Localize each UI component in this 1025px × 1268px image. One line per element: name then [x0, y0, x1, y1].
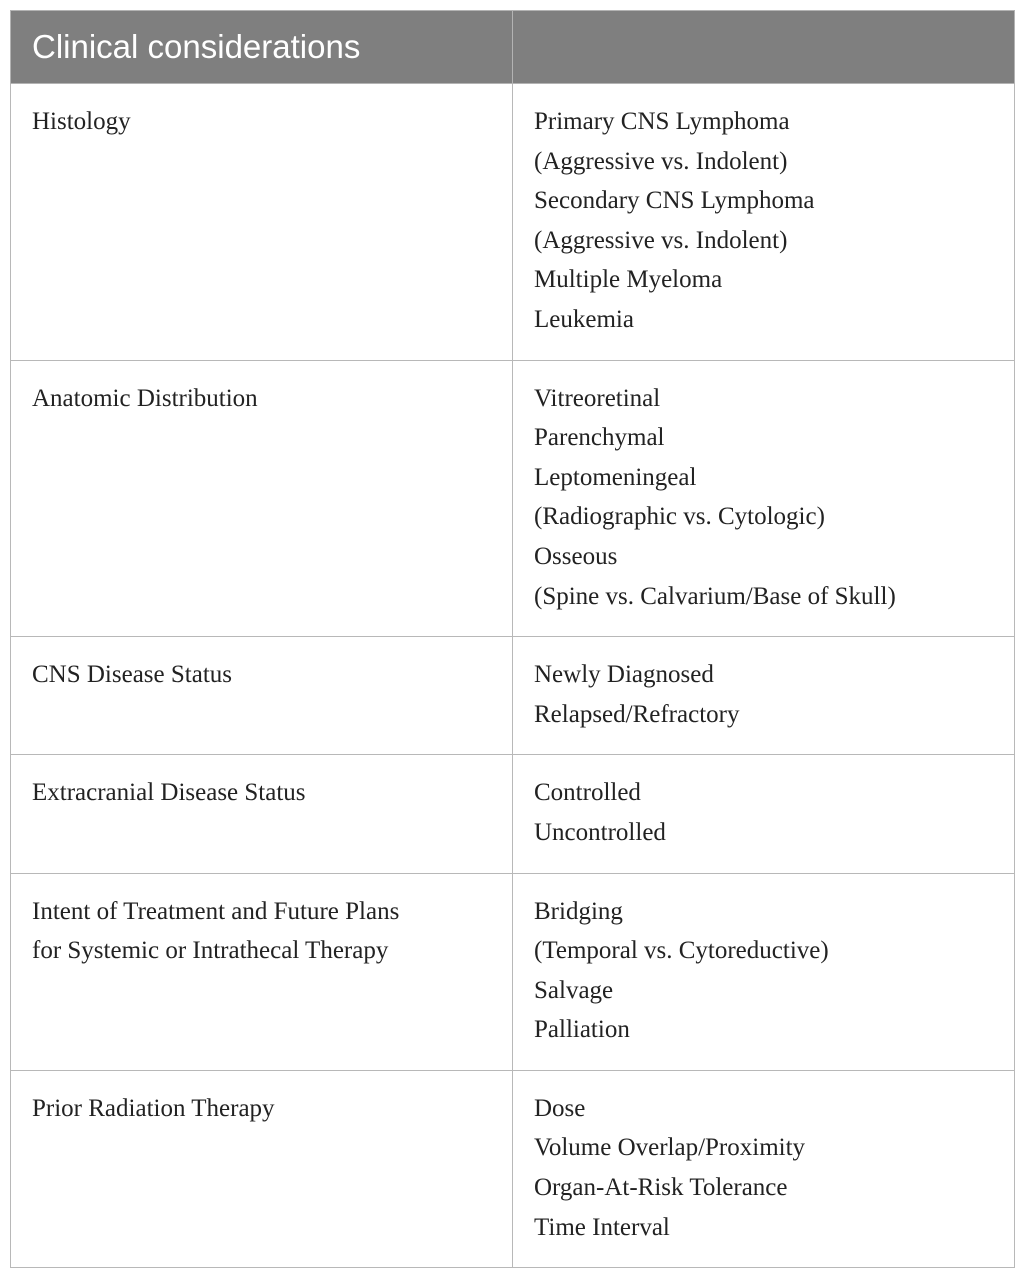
consideration-cell — [11, 1070, 513, 1267]
detail-line: Newly Diagnosed — [534, 661, 714, 689]
consideration-cell — [11, 755, 513, 873]
detail-line: Time Interval — [534, 1213, 670, 1241]
detail-line: Salvage — [534, 976, 614, 1004]
detail-line: Controlled — [534, 779, 641, 807]
consideration-label-line: for Systemic or Intrathecal Therapy — [32, 937, 389, 965]
detail-line: Parenchymal — [534, 424, 665, 452]
clinical-considerations-table-container — [10, 10, 1014, 1268]
consideration-cell — [11, 637, 513, 755]
details-cell — [513, 637, 1015, 755]
detail-line: Leukemia — [534, 305, 634, 333]
detail-line: Multiple Myeloma — [534, 266, 723, 294]
header-cell-clinical-considerations: Clinical considerations — [11, 11, 513, 84]
detail-line: (Radiographic vs. Cytologic) — [534, 503, 825, 531]
consideration-label: Histology — [32, 108, 131, 135]
consideration-cell — [11, 84, 513, 361]
detail-line: Leptomeningeal — [534, 463, 697, 491]
detail-line: (Temporal vs. Cytoreductive) — [534, 937, 829, 965]
detail-line: Osseous — [534, 542, 618, 570]
consideration-label: CNS Disease Status — [32, 661, 232, 689]
table-row-prior-radiation-therapy — [11, 1070, 1015, 1267]
consideration-label-line: Intent of Treatment and Future Plans — [32, 897, 400, 925]
detail-line: (Aggressive vs. Indolent) — [534, 226, 788, 254]
table-row-histology — [11, 84, 1015, 361]
detail-line: Uncontrolled — [534, 818, 666, 846]
detail-line: Secondary CNS Lymphoma — [534, 187, 815, 215]
detail-line: (Aggressive vs. Indolent) — [534, 147, 788, 175]
details-cell — [513, 84, 1015, 361]
consideration-label: Anatomic Distribution — [32, 384, 258, 412]
table-row-intent-of-treatment — [11, 873, 1015, 1070]
detail-line: (Spine vs. Calvarium/Base of Skull) — [534, 582, 896, 610]
details-cell — [513, 873, 1015, 1070]
table-row-extracranial-disease-status — [11, 755, 1015, 873]
detail-line: Dose — [534, 1094, 586, 1122]
details-cell — [513, 1070, 1015, 1267]
table-row-anatomic-distribution — [11, 360, 1015, 637]
detail-line: Vitreoretinal — [534, 384, 661, 412]
table-header-row — [11, 11, 1015, 84]
consideration-cell — [11, 360, 513, 637]
table-row-cns-disease-status — [11, 637, 1015, 755]
consideration-label: Prior Radiation Therapy — [32, 1094, 275, 1122]
details-cell — [513, 360, 1015, 637]
detail-line: Volume Overlap/Proximity — [534, 1134, 806, 1162]
detail-line: Relapsed/Refractory — [534, 700, 740, 728]
clinical-considerations-table — [10, 10, 1015, 1268]
header-cell-empty — [513, 11, 1015, 84]
detail-line: Organ-At-Risk Tolerance — [534, 1174, 788, 1202]
detail-line: Bridging — [534, 897, 623, 925]
consideration-cell — [11, 873, 513, 1070]
detail-line: Primary CNS Lymphoma — [534, 108, 790, 135]
consideration-label: Extracranial Disease Status — [32, 779, 306, 807]
details-cell — [513, 755, 1015, 873]
detail-line: Palliation — [534, 1016, 630, 1044]
